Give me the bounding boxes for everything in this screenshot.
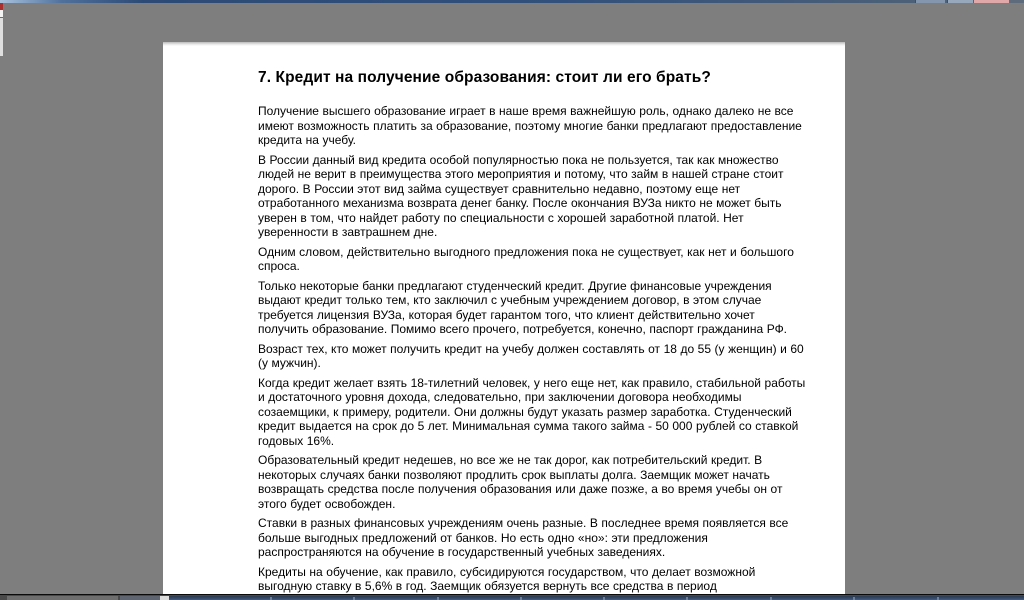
close-button-sliver[interactable] [974,0,1009,3]
left-edge-panel-sliver [0,18,3,56]
paragraph: Кредиты на обучение, как правило, субсидируются государством, что делает возможной выгодную ставку в 5,6% в год. Заемщик обязуется вернуть все средства в период [258,564,756,593]
taskbar-start-segment [0,596,7,600]
left-edge-red-logo-sliver [0,3,3,10]
paragraph: Одним словом, действительно выгодного предложения пока не существует, как нет и большого спроса. [258,244,794,273]
paragraph: Возраст тех, кто может получить кредит на учебу должен составлять от 18 до 55 (у женщин) и 60 (у мужчин). [258,341,804,370]
left-edge-toolbar-sliver [0,10,3,18]
minimize-button-sliver[interactable] [915,0,945,3]
paragraph: В России данный вид кредита особой популярностью пока не пользуется, так как множество людей не верит в преимущества этого мероприятия и потому, что займ в нашей стране стоит дорого. В России этот вид займа существует сравнительно недавно, поэтому еще нет отработанного механизма возврата денег банку. После окончания ВУЗа никто не может быть уверен в том, что найдет работу по специальности с хорошей заработной платой. Нет уверенности в завтрашнем дне. [258,152,784,239]
taskbar-edge [0,594,1024,600]
taskbar-button-sliver[interactable] [7,596,119,600]
background-window-bottom-edge [169,596,1024,600]
background-window-titlebar-edge [0,0,1024,3]
paragraph: Только некоторые банки предлагают студенческий кредит. Другие финансовые учреждения выдают кредит только тем, кто заключил с учебным учреждением договор, в этом случае требуется лицензия ВУЗа, которая будет гарантом того, что клиент действительно хочет получить образование. Помимо всего прочего, потребуется, конечно, паспорт гражданина РФ. [258,278,788,336]
document-page [163,42,845,594]
document-content [163,42,845,594]
titlebar-corner [1009,0,1024,3]
paragraph: Ставки в разных финансовых учреждениям очень разные. В последнее время появляется все больше выгодных предложений от банков. Но есть одно «но»: эти предложения распространяются на обучение в государственный учебных заведениях. [258,516,789,559]
paragraph: Когда кредит желает взять 18-тилетний человек, у него еще нет, как правило, стабильной работы и достаточного уровня дохода, следовательно, при заключении договора необходимы созаемщики, к примеру, родители. Они должны будут указать размер заработка. Студенческий кредит выдается на срок до 5 лет. Минимальная сумма такого займа - 50 000 рублей со ставкой годовых 16%. [258,375,806,448]
taskbar-divider-light [160,596,169,600]
paragraph: Образовательный кредит недешев, но все же не так дорог, как потребительский кредит. В некоторых случаях банки позволяют продлить срок выплаты долга. Заемщик может начать возвращать средства после получения образования или даже позже, а во время учебы он от этого будет освобожден. [258,453,783,511]
paragraph: Получение высшего образование играет в наше время важнейшую роль, однако далеко не все имеют возможность платить за образование, поэтому многие банки предлагают предоставление кредита на учебу. [258,104,802,147]
document-paragraphs [258,104,807,594]
background-window-left-edge [0,3,3,56]
taskbar-segment [120,596,160,600]
document-title: 7. Кредит на получение образования: стоит ли его брать? [258,69,711,86]
maximize-button-sliver[interactable] [947,0,973,3]
